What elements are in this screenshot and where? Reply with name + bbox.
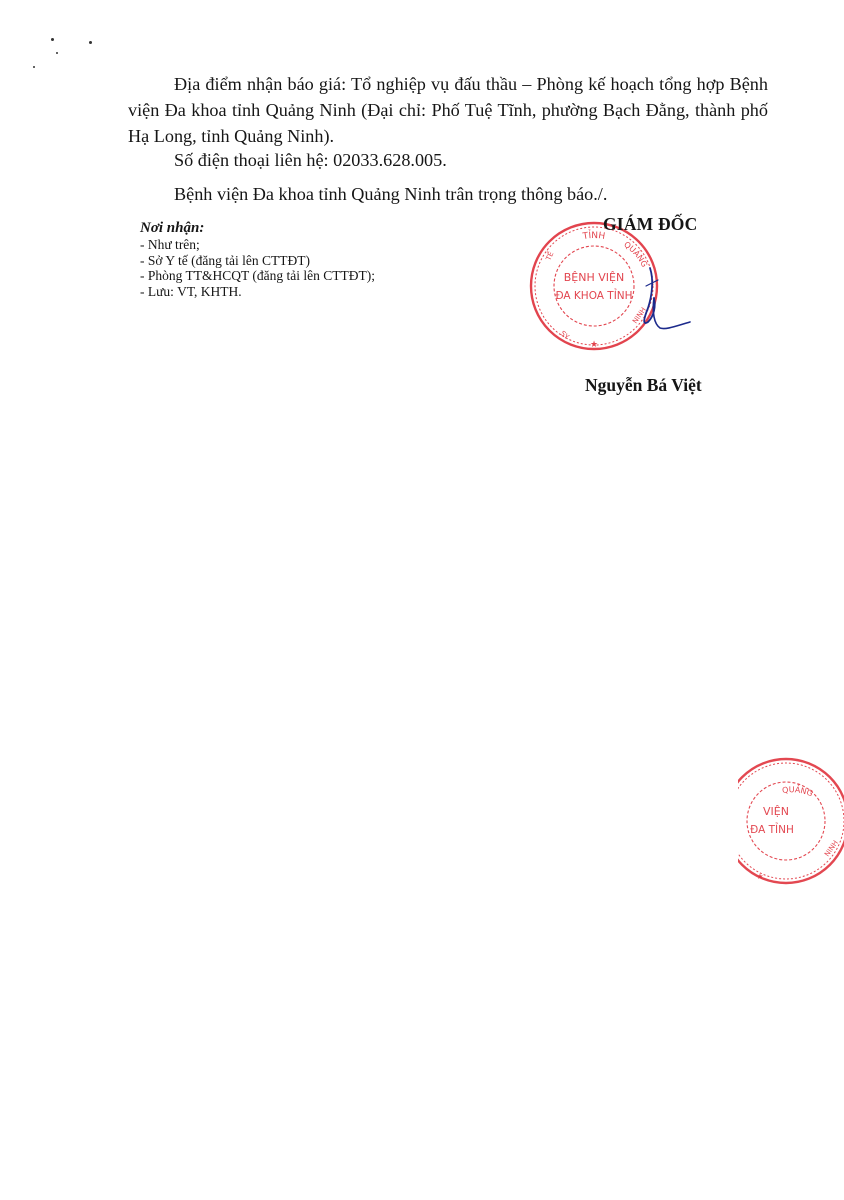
stamp-right-lower-text: NINH <box>631 305 648 326</box>
recipients-block <box>140 219 460 299</box>
partial-stamp-star-icon: ★ <box>756 872 764 881</box>
partial-stamp-graphic <box>738 755 844 885</box>
partial-stamp-line2: ĐA TỈNH <box>750 824 794 836</box>
stamp-top-text: TỈNH <box>582 230 606 243</box>
closing-paragraph: Bệnh viện Đa khoa tỉnh Quảng Ninh trân trọng thông báo./. <box>174 184 608 204</box>
signatory-name: Nguyễn Bá Việt <box>585 375 702 395</box>
scan-speck <box>89 41 92 44</box>
stamp-center-line1: BỆNH VIỆN <box>563 271 625 284</box>
recipient-item: - Phòng TT&HCQT (đăng tải lên CTTĐT); <box>140 268 375 283</box>
contact-phone-paragraph: Số điện thoại liên hệ: 02033.628.005. <box>174 150 447 170</box>
partial-stamp-top-text: QUẢNG <box>781 785 815 799</box>
recipient-item: - Lưu: VT, KHTH. <box>140 283 242 299</box>
signatory-title: GIÁM ĐỐC <box>603 214 698 234</box>
quote-location-paragraph: Địa điểm nhận báo giá: Tổ nghiệp vụ đấu thầu – Phòng kế hoạch tổng hợp Bệnh viện Đa khoa tỉnh Quảng Ninh (Đại chỉ: Phố Tuệ Tĩnh, phường Bạch Đằng, thành phố Hạ Long, tỉnh Quảng Ninh). <box>128 74 768 146</box>
partial-stamp-lower-text: NINH <box>823 838 840 859</box>
scan-speck <box>33 66 35 68</box>
recipient-item: - Sở Y tế (đăng tải lên CTTĐT) <box>140 252 310 268</box>
stamp-bottom-left-text: SY <box>558 329 571 342</box>
stamp-left-text: TẾ <box>544 250 556 262</box>
scan-speck <box>56 52 58 54</box>
stamp-star-icon: ★ <box>589 340 599 350</box>
partial-stamp-line1: VIỆN <box>763 805 789 818</box>
recipients-title: Nơi nhận: <box>140 220 205 236</box>
stamp-center-line2: ĐA KHOA TỈNH <box>555 290 633 302</box>
scan-speck <box>51 38 54 41</box>
recipient-item: - Như trên; <box>140 237 200 252</box>
recipients-list <box>140 237 460 299</box>
partial-stamp <box>738 755 844 885</box>
stamp-right-text: QUẢNG <box>622 239 650 269</box>
handwritten-signature <box>618 262 698 336</box>
